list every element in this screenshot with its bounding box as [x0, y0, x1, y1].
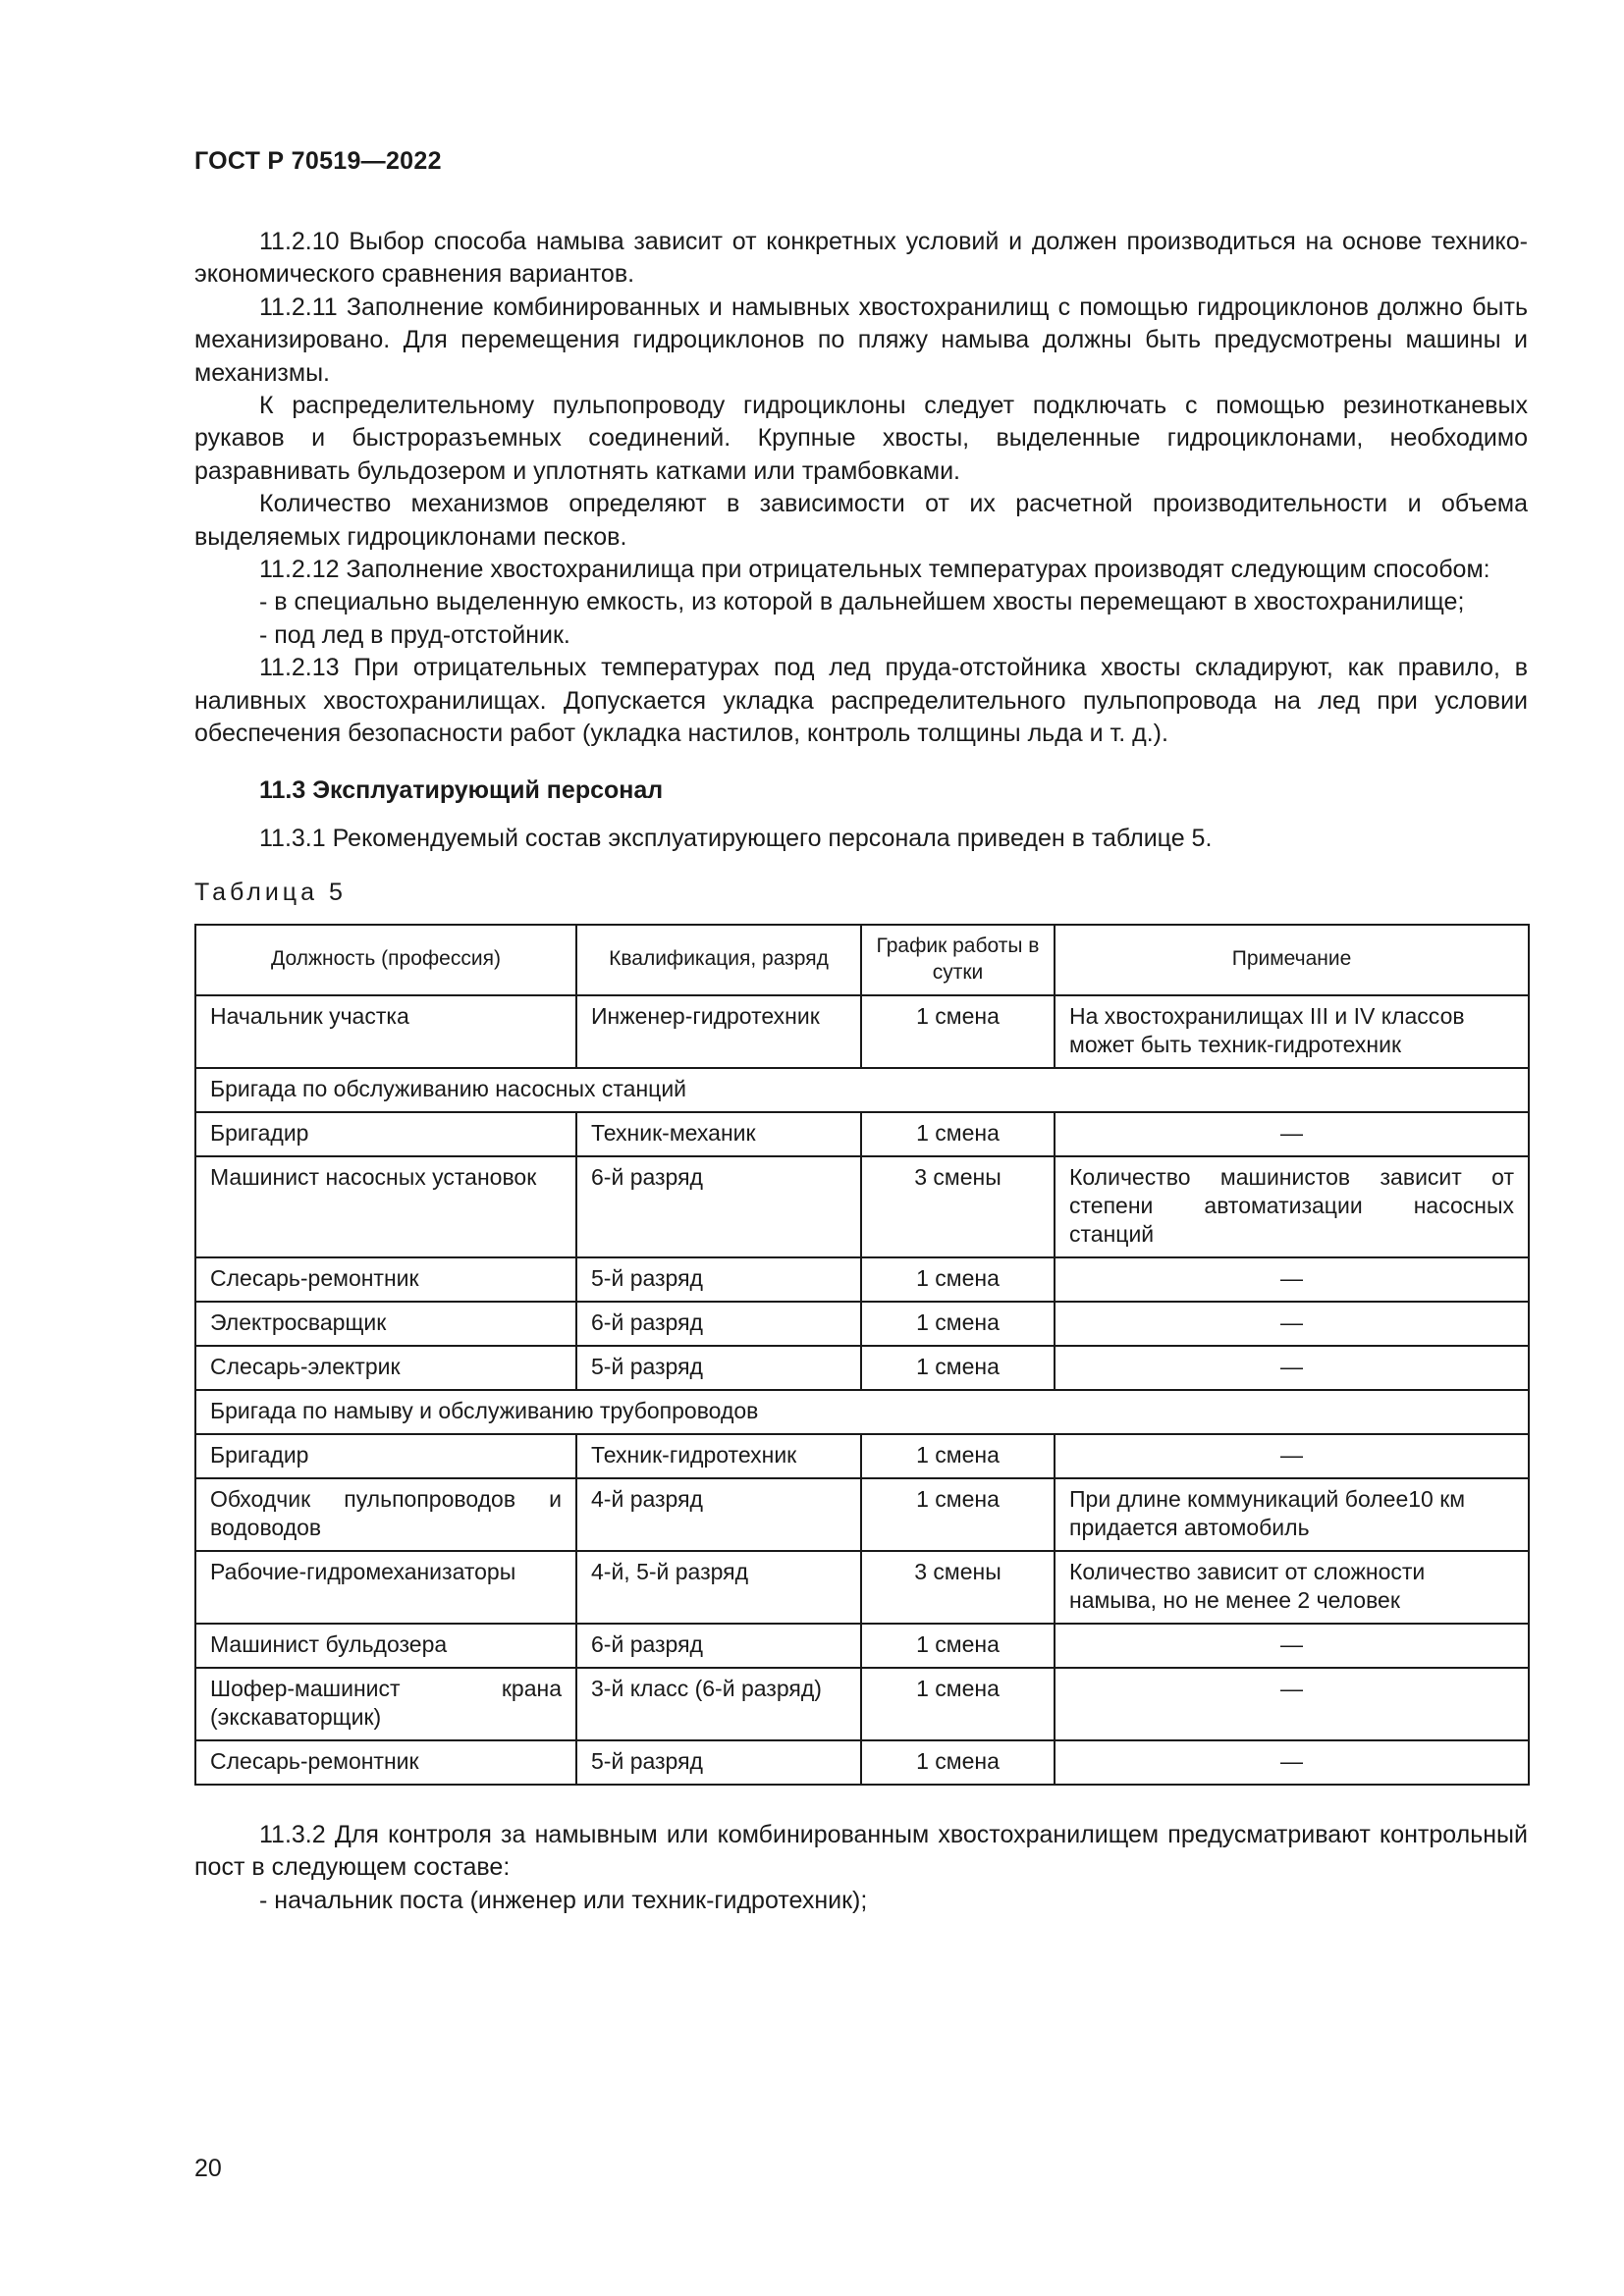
qualification-cell: 6-й разряд — [576, 1156, 861, 1257]
qualification-cell: 5-й разряд — [576, 1257, 861, 1302]
table-row — [195, 1302, 1529, 1346]
position-cell: Бригадир — [195, 1434, 576, 1478]
table-row — [195, 995, 1529, 1068]
table-group-row — [195, 1068, 1529, 1112]
schedule-cell: 1 смена — [861, 1740, 1055, 1785]
note-cell: Количество машинистов зависит от степени автоматизации насосных станций — [1055, 1156, 1529, 1257]
list-item: - под лед в пруд-отстойник. — [259, 620, 570, 649]
note-cell: При длине коммуникаций более10 км придается автомобиль — [1055, 1478, 1529, 1551]
qualification-cell: Инженер-гидротехник — [576, 995, 861, 1068]
note-cell: Количество зависит от сложности намыва, но не менее 2 человек — [1055, 1551, 1529, 1624]
table-row — [195, 1478, 1529, 1551]
schedule-cell: 1 смена — [861, 995, 1055, 1068]
table-group-row — [195, 1390, 1529, 1434]
group-cell: Бригада по обслуживанию насосных станций — [195, 1068, 1529, 1112]
table-caption: Таблица 5 — [194, 879, 347, 907]
list-item: - начальник поста (инженер или техник-гидротехник); — [259, 1886, 868, 1914]
schedule-cell: 1 смена — [861, 1346, 1055, 1390]
staff-table — [194, 924, 1530, 1786]
document-body — [194, 226, 1528, 1917]
list-item: - в специально выделенную емкость, из которой в дальнейшем хвосты перемещают в хвостохранилище; — [259, 588, 1465, 616]
paragraph: К распределительному пульпопроводу гидроциклоны следует подключать с помощью резинотканевых рукавов и быстроразъемных соединений. Крупные хвосты, выделенные гидроциклонами, необходимо разравнивать бульдозером и уплотнять катками или трамбовками. — [194, 392, 1528, 485]
position-cell: Шофер-машинист крана (экскаваторщик) — [195, 1668, 576, 1740]
table-header-row — [195, 925, 1529, 995]
paragraph: 11.2.13 При отрицательных температурах под лед пруда-отстойника хвосты складируют, как правило, в наливных хвостохранилищах. Допускается укладка распределительного пульпопровода на лед при условии обеспечения безопасности работ (укладка настилов, контроль толщины льда и т. д.). — [194, 654, 1528, 748]
schedule-cell: 1 смена — [861, 1302, 1055, 1346]
schedule-cell: 1 смена — [861, 1478, 1055, 1551]
table-row — [195, 1434, 1529, 1478]
note-cell: — — [1055, 1112, 1529, 1156]
table-row — [195, 1624, 1529, 1668]
position-cell: Машинист бульдозера — [195, 1624, 576, 1668]
qualification-cell: Техник-гидротехник — [576, 1434, 861, 1478]
qualification-cell: 6-й разряд — [576, 1624, 861, 1668]
section-title: 11.3 Эксплуатирующий персонал — [259, 775, 664, 804]
table-row — [195, 1551, 1529, 1624]
schedule-cell: 1 смена — [861, 1112, 1055, 1156]
schedule-cell: 3 смены — [861, 1551, 1055, 1624]
group-cell: Бригада по намыву и обслуживанию трубопроводов — [195, 1390, 1529, 1434]
column-header: Квалификация, разряд — [576, 925, 861, 995]
position-cell: Слесарь-ремонтник — [195, 1740, 576, 1785]
position-cell: Электросварщик — [195, 1302, 576, 1346]
schedule-cell: 3 смены — [861, 1156, 1055, 1257]
position-cell: Машинист насосных установок — [195, 1156, 576, 1257]
qualification-cell: 6-й разряд — [576, 1302, 861, 1346]
qualification-cell: 4-й, 5-й разряд — [576, 1551, 861, 1624]
schedule-cell: 1 смена — [861, 1668, 1055, 1740]
paragraph: 11.2.11 Заполнение комбинированных и намывных хвостохранилищ с помощью гидроциклонов должно быть механизировано. Для перемещения гидроциклонов по пляжу намыва должны быть предусмотрены машины и механизмы. — [194, 293, 1528, 387]
note-cell: — — [1055, 1434, 1529, 1478]
note-cell: — — [1055, 1346, 1529, 1390]
qualification-cell: Техник-механик — [576, 1112, 861, 1156]
column-header: График работы в сутки — [861, 925, 1055, 995]
table-row — [195, 1112, 1529, 1156]
schedule-cell: 1 смена — [861, 1257, 1055, 1302]
table-row — [195, 1346, 1529, 1390]
qualification-cell: 4-й разряд — [576, 1478, 861, 1551]
column-header: Должность (профессия) — [195, 925, 576, 995]
qualification-cell: 5-й разряд — [576, 1346, 861, 1390]
note-cell: На хвостохранилищах III и IV классов может быть техник-гидротехник — [1055, 995, 1529, 1068]
note-cell: — — [1055, 1668, 1529, 1740]
schedule-cell: 1 смена — [861, 1624, 1055, 1668]
note-cell: — — [1055, 1624, 1529, 1668]
position-cell: Слесарь-электрик — [195, 1346, 576, 1390]
note-cell: — — [1055, 1302, 1529, 1346]
table-row — [195, 1668, 1529, 1740]
page-number: 20 — [194, 2155, 222, 2182]
paragraph: 11.3.1 Рекомендуемый состав эксплуатирующего персонала приведен в таблице 5. — [259, 824, 1213, 852]
position-cell: Рабочие-гидромеханизаторы — [195, 1551, 576, 1624]
document-header: ГОСТ Р 70519—2022 — [194, 147, 442, 175]
table-row — [195, 1257, 1529, 1302]
note-cell: — — [1055, 1740, 1529, 1785]
position-cell: Обходчик пульпопроводов и водоводов — [195, 1478, 576, 1551]
paragraph: 11.2.10 Выбор способа намыва зависит от конкретных условий и должен производиться на основе технико-экономического сравнения вариантов. — [194, 228, 1528, 289]
paragraph: 11.2.12 Заполнение хвостохранилища при отрицательных температурах производят следующим способом: — [259, 556, 1490, 584]
position-cell: Начальник участка — [195, 995, 576, 1068]
column-header: Примечание — [1055, 925, 1529, 995]
qualification-cell: 5-й разряд — [576, 1740, 861, 1785]
table-row — [195, 1740, 1529, 1785]
paragraph: Количество механизмов определяют в зависимости от их расчетной производительности и объема выделяемых гидроциклонами песков. — [194, 490, 1528, 551]
qualification-cell: 3-й класс (6-й разряд) — [576, 1668, 861, 1740]
position-cell: Бригадир — [195, 1112, 576, 1156]
note-cell: — — [1055, 1257, 1529, 1302]
table-row — [195, 1156, 1529, 1257]
paragraph: 11.3.2 Для контроля за намывным или комбинированным хвостохранилищем предусматривают контрольный пост в следующем составе: — [194, 1820, 1528, 1882]
position-cell: Слесарь-ремонтник — [195, 1257, 576, 1302]
schedule-cell: 1 смена — [861, 1434, 1055, 1478]
